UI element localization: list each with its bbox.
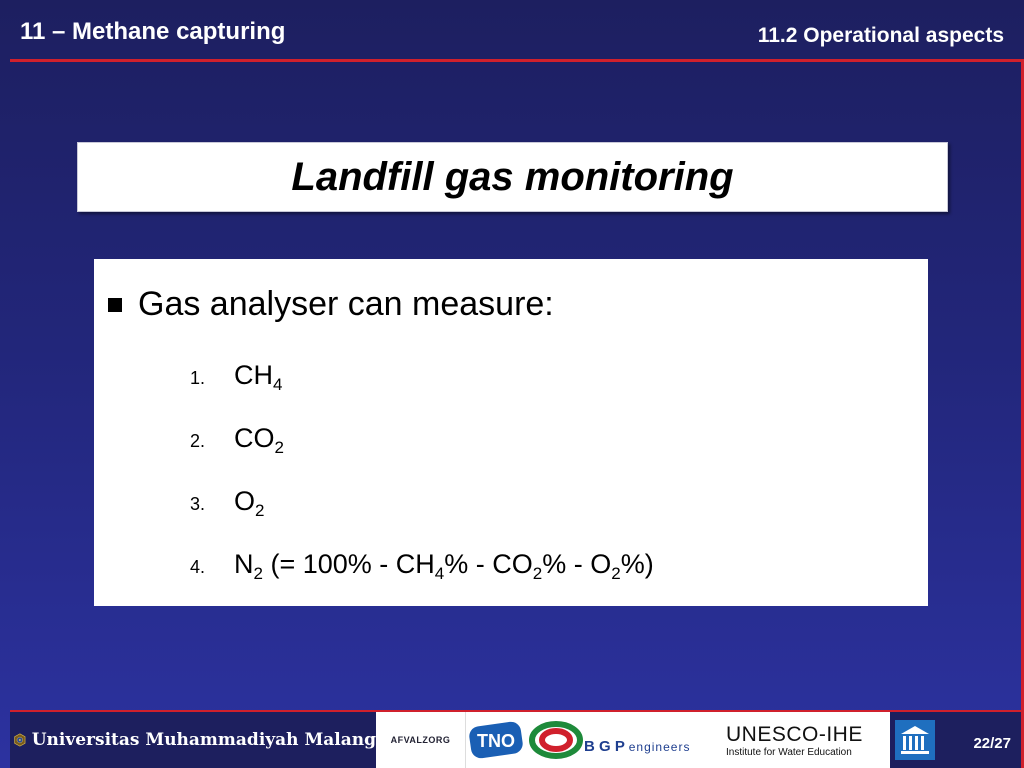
slide-title-box <box>77 142 948 212</box>
section-title: 11.2 Operational aspects <box>757 24 1004 47</box>
page-number: 22/27 <box>973 735 1011 752</box>
university-emblem-icon <box>14 720 26 760</box>
list-item-n2 <box>190 549 654 583</box>
bgp-wordmark: B G P engineers <box>584 738 691 755</box>
bullet-text: Gas analyser can measure: <box>138 285 554 323</box>
list-item-number: 1. <box>190 368 206 388</box>
chapter-title: 11 – Methane capturing <box>20 18 286 45</box>
university-logo <box>10 712 376 768</box>
afvalzorg-logo: AFVALZORG <box>376 712 466 768</box>
unesco-temple-icon <box>890 712 940 768</box>
unesco-ihe-subtitle: Institute for Water Education <box>726 746 852 758</box>
list-item-text: $N_2$ (= $100\% - CH_4\% - CO_2\% - O_2\%$) <box>234 549 654 583</box>
unesco-ihe-logo <box>722 712 890 768</box>
list-item-number: 4. <box>190 557 206 577</box>
square-bullet-icon <box>108 298 122 312</box>
svg-text:TNO: TNO <box>477 731 515 751</box>
list-item-co2 <box>190 423 284 457</box>
content-box <box>94 259 928 606</box>
tno-logo <box>466 712 526 768</box>
list-item-text: $CO_2$ <box>234 423 284 457</box>
list-item-o2 <box>190 486 265 520</box>
list-item-number: 3. <box>190 494 206 514</box>
partner-logos <box>376 712 890 768</box>
unesco-ihe-title: UNESCO-IHE <box>726 722 863 746</box>
bgp-swirl-icon <box>528 714 584 766</box>
bullet-line <box>108 285 554 324</box>
list-item-text: $O_2$ <box>234 486 265 520</box>
tno-logo-icon <box>468 718 524 762</box>
list-item-ch4 <box>190 360 283 394</box>
footer-bar <box>10 710 1021 768</box>
header-divider <box>10 59 1024 62</box>
university-name: Universitas Muhammadiyah Malang <box>31 730 376 750</box>
slide-title: Landfill gas monitoring <box>291 154 734 199</box>
list-item-text: $CH_4$ <box>234 360 283 394</box>
list-item-number: 2. <box>190 431 206 451</box>
bgp-logo <box>526 712 722 768</box>
